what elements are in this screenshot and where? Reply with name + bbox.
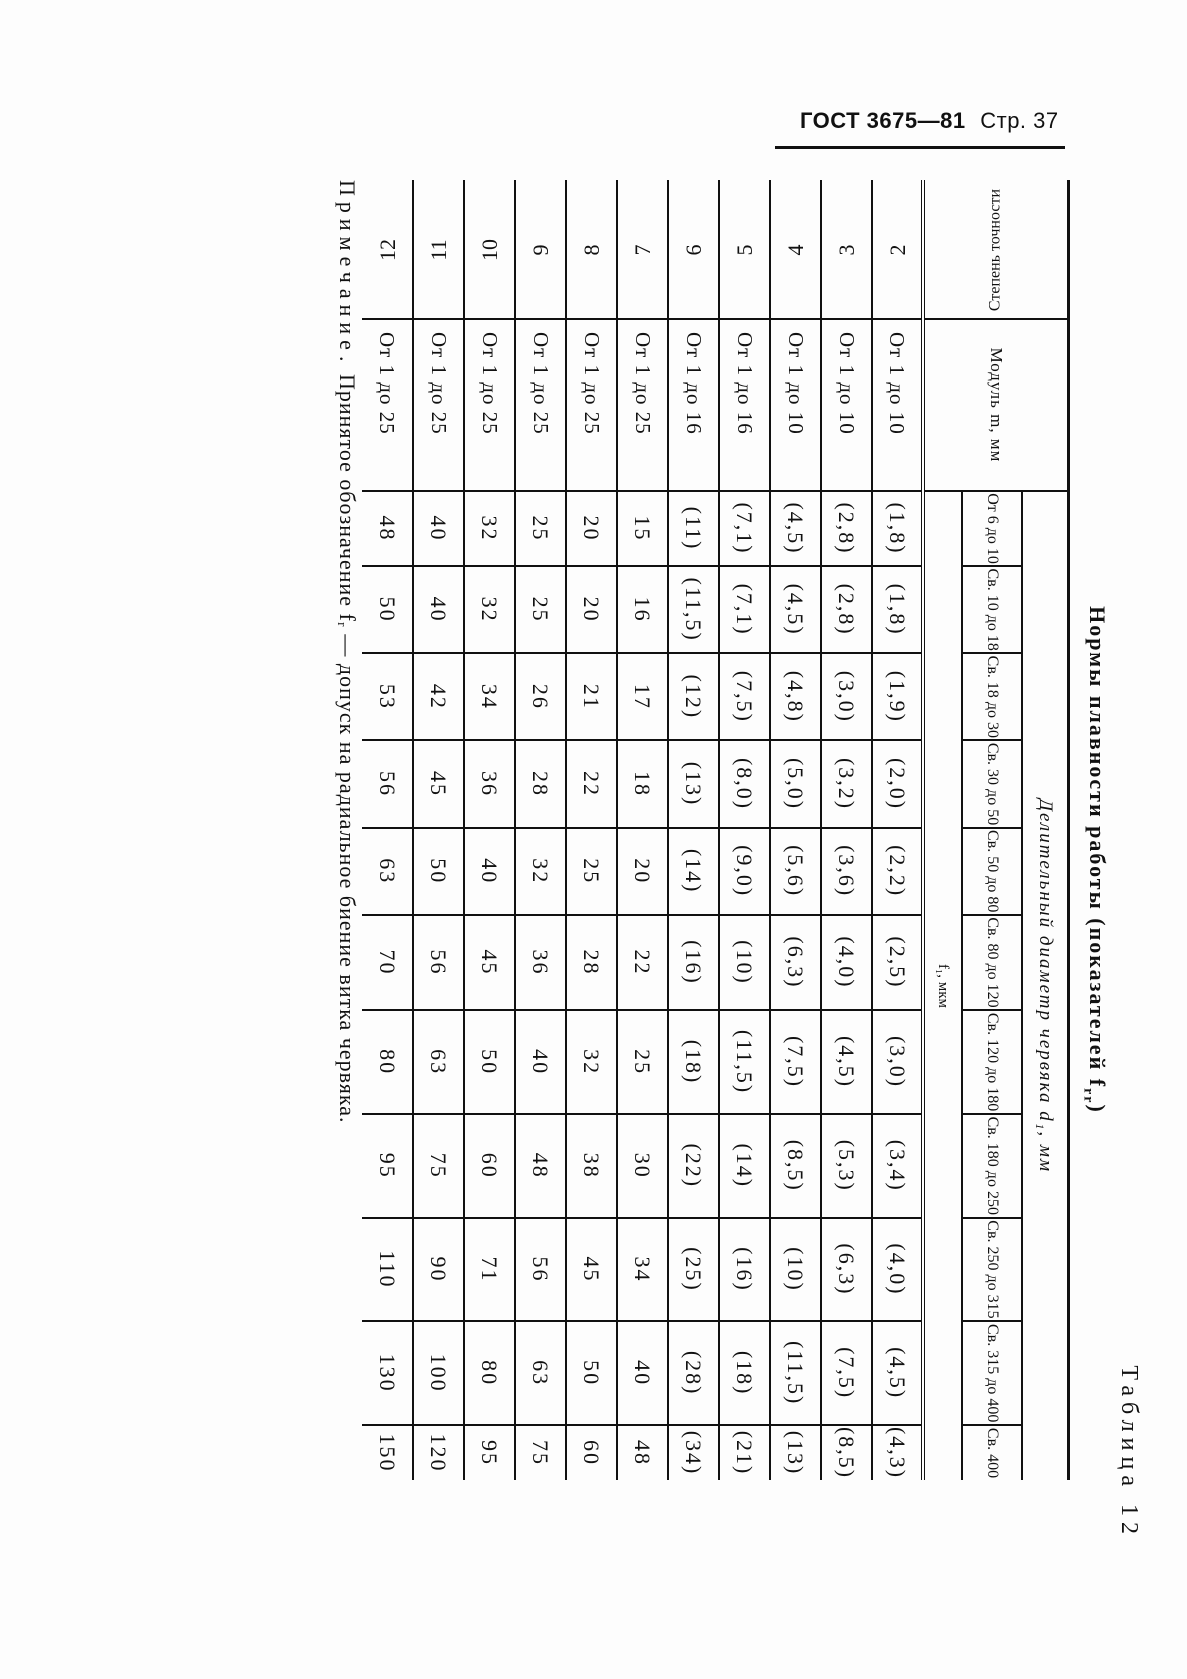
accuracy-degree: 10 (464, 180, 515, 319)
tolerance-value: 95 (362, 1114, 413, 1218)
tolerance-value: 45 (413, 740, 464, 827)
table-row (719, 180, 770, 1480)
tolerance-value: 32 (464, 566, 515, 653)
accuracy-degree: 2 (872, 180, 923, 319)
tolerance-value: (13) (668, 740, 719, 827)
module-range: От 1 до 16 (719, 319, 770, 491)
col-header-range: Св. 120 до 180 (962, 1010, 1022, 1114)
tolerance-value: 26 (515, 653, 566, 740)
tolerance-value: (1,8) (872, 566, 923, 653)
tolerance-value: (3,2) (821, 740, 872, 827)
tolerance-value: (9,0) (719, 828, 770, 915)
tolerance-value: (8,5) (821, 1425, 872, 1480)
tolerance-value: (6,3) (821, 1218, 872, 1322)
module-range: От 1 до 25 (515, 319, 566, 491)
tolerance-value: 38 (566, 1114, 617, 1218)
tolerance-value: (6,3) (770, 915, 821, 1010)
module-range: От 1 до 10 (821, 319, 872, 491)
accuracy-degree: 8 (566, 180, 617, 319)
table-row (566, 180, 617, 1480)
tolerance-value: (16) (668, 915, 719, 1010)
tolerance-value: (7,1) (719, 491, 770, 566)
tolerance-value: 40 (413, 566, 464, 653)
tolerance-value: 25 (566, 828, 617, 915)
tolerance-value: 110 (362, 1218, 413, 1322)
tolerance-table (362, 180, 1070, 1480)
tolerance-value: 71 (464, 1218, 515, 1322)
tolerance-value: 50 (464, 1010, 515, 1114)
tolerance-value: 70 (362, 915, 413, 1010)
tolerance-value: (18) (668, 1010, 719, 1114)
tolerance-value: 21 (566, 653, 617, 740)
tolerance-value: (18) (719, 1321, 770, 1425)
tolerance-value: 25 (515, 566, 566, 653)
tolerance-value: 20 (566, 566, 617, 653)
tolerance-value: (3,6) (821, 828, 872, 915)
note-label: Примечание. (335, 180, 360, 368)
col-group-diameter: Делительный диаметр червяка d₁, мм (1022, 491, 1069, 1480)
tolerance-value: 100 (413, 1321, 464, 1425)
accuracy-degree: 9 (515, 180, 566, 319)
tolerance-value: 45 (566, 1218, 617, 1322)
tolerance-value: 120 (413, 1425, 464, 1480)
tolerance-value: 32 (566, 1010, 617, 1114)
tolerance-value: 56 (413, 915, 464, 1010)
tolerance-value: 45 (464, 915, 515, 1010)
tolerance-value: 50 (413, 828, 464, 915)
tolerance-value: (5,0) (770, 740, 821, 827)
tolerance-value: 56 (515, 1218, 566, 1322)
note-text: Принятое обозначение fᵣ — допуск на радиальное биение витка червяка. (335, 373, 360, 1124)
table-note (334, 180, 360, 1124)
tolerance-value: (3,4) (872, 1114, 923, 1218)
tolerance-value: 15 (617, 491, 668, 566)
tolerance-value: (14) (668, 828, 719, 915)
tolerance-value: (1,8) (872, 491, 923, 566)
col-header-range: Св. 80 до 120 (962, 915, 1022, 1010)
tolerance-value: 150 (362, 1425, 413, 1480)
tolerance-value: 63 (362, 828, 413, 915)
table-row (668, 180, 719, 1480)
tolerance-value: 53 (362, 653, 413, 740)
tolerance-value: 40 (515, 1010, 566, 1114)
col-header-range: Св. 10 до 18 (962, 566, 1022, 653)
col-header-range: Св. 50 до 80 (962, 828, 1022, 915)
tolerance-value: (11,5) (770, 1321, 821, 1425)
table-row (515, 180, 566, 1480)
col-header-degree: Степень точности (986, 188, 1004, 312)
tolerance-value: (8,0) (719, 740, 770, 827)
tolerance-value: 80 (362, 1010, 413, 1114)
module-range: От 1 до 25 (362, 319, 413, 491)
tolerance-value: 50 (566, 1321, 617, 1425)
table-title: Нормы плавности работы (показателей $f_{rr}$) (1080, 606, 1110, 1114)
tolerance-value: 40 (413, 491, 464, 566)
accuracy-degree: 7 (617, 180, 668, 319)
table-label: Таблица 12 (1116, 1365, 1142, 1540)
tolerance-value: (21) (719, 1425, 770, 1480)
tolerance-value: (16) (719, 1218, 770, 1322)
tolerance-value: 90 (413, 1218, 464, 1322)
table-row (770, 180, 821, 1480)
tolerance-value: (4,0) (872, 1218, 923, 1322)
tolerance-value: (25) (668, 1218, 719, 1322)
accuracy-degree: 5 (719, 180, 770, 319)
table-row (821, 180, 872, 1480)
col-header-range: Св. 30 до 50 (962, 740, 1022, 827)
tolerance-value: (4,5) (770, 491, 821, 566)
tolerance-value: (2,5) (872, 915, 923, 1010)
col-header-range: Св. 250 до 315 (962, 1218, 1022, 1322)
unit-label: f₁, мкм (923, 491, 962, 1480)
tolerance-value: 80 (464, 1321, 515, 1425)
tolerance-value: (2,8) (821, 491, 872, 566)
page-number: Стр. 37 (980, 108, 1059, 133)
tolerance-value: (2,8) (821, 566, 872, 653)
module-range: От 1 до 25 (566, 319, 617, 491)
tolerance-value: 22 (566, 740, 617, 827)
tolerance-value: 36 (515, 915, 566, 1010)
tolerance-value: 25 (515, 491, 566, 566)
tolerance-value: 48 (515, 1114, 566, 1218)
tolerance-value: 30 (617, 1114, 668, 1218)
tolerance-value: 56 (362, 740, 413, 827)
tolerance-value: (13) (770, 1425, 821, 1480)
tolerance-value: 40 (617, 1321, 668, 1425)
tolerance-value: (7,5) (770, 1010, 821, 1114)
accuracy-degree: 12 (362, 180, 413, 319)
tolerance-value: 25 (617, 1010, 668, 1114)
table-row (617, 180, 668, 1480)
tolerance-value: (2,0) (872, 740, 923, 827)
accuracy-degree: 11 (413, 180, 464, 319)
tolerance-value: (4,5) (821, 1010, 872, 1114)
tolerance-value: 32 (464, 491, 515, 566)
tolerance-value: (7,5) (719, 653, 770, 740)
tolerance-value: (4,3) (872, 1425, 923, 1480)
standard-number: ГОСТ 3675—81 (800, 108, 966, 133)
tolerance-value: 34 (617, 1218, 668, 1322)
tolerance-value: 63 (515, 1321, 566, 1425)
tolerance-value: 40 (464, 828, 515, 915)
accuracy-degree: 6 (668, 180, 719, 319)
tolerance-value: 75 (515, 1425, 566, 1480)
col-header-range: Св. 180 до 250 (962, 1114, 1022, 1218)
table-row (413, 180, 464, 1480)
module-range: От 1 до 25 (464, 319, 515, 491)
tolerance-value: (3,0) (872, 1010, 923, 1114)
tolerance-value: 63 (413, 1010, 464, 1114)
col-header-range: Св. 400 (962, 1425, 1022, 1480)
col-header-module: Модуль m, мм (923, 319, 1069, 491)
tolerance-value: 22 (617, 915, 668, 1010)
tolerance-value: (7,1) (719, 566, 770, 653)
module-range: От 1 до 16 (668, 319, 719, 491)
col-header-range: Св. 18 до 30 (962, 653, 1022, 740)
table-row (362, 180, 413, 1480)
tolerance-value: (4,8) (770, 653, 821, 740)
tolerance-value: 20 (617, 828, 668, 915)
tolerance-value: 50 (362, 566, 413, 653)
tolerance-value: 20 (566, 491, 617, 566)
tolerance-value: (14) (719, 1114, 770, 1218)
tolerance-value: (28) (668, 1321, 719, 1425)
module-range: От 1 до 10 (872, 319, 923, 491)
tolerance-value: (11) (668, 491, 719, 566)
tolerance-value: (10) (719, 915, 770, 1010)
module-range: От 1 до 25 (617, 319, 668, 491)
tolerance-value: (11,5) (719, 1010, 770, 1114)
tolerance-value: (12) (668, 653, 719, 740)
tolerance-value: (11,5) (668, 566, 719, 653)
tolerance-value: 17 (617, 653, 668, 740)
tolerance-value: (8,5) (770, 1114, 821, 1218)
col-header-range: От 6 до 10 (962, 491, 1022, 566)
module-range: От 1 до 10 (770, 319, 821, 491)
tolerance-value: 95 (464, 1425, 515, 1480)
tolerance-value: (4,5) (872, 1321, 923, 1425)
tolerance-value: 48 (617, 1425, 668, 1480)
tolerance-value: 130 (362, 1321, 413, 1425)
tolerance-value: 60 (464, 1114, 515, 1218)
tolerance-value: (5,6) (770, 828, 821, 915)
rotated-table-region (140, 180, 1150, 1540)
tolerance-value: (2,2) (872, 828, 923, 915)
accuracy-degree: 4 (770, 180, 821, 319)
accuracy-degree: 3 (821, 180, 872, 319)
tolerance-value: 75 (413, 1114, 464, 1218)
tolerance-value: 32 (515, 828, 566, 915)
tolerance-value: (34) (668, 1425, 719, 1480)
tolerance-value: 42 (413, 653, 464, 740)
tolerance-value: (4,5) (770, 566, 821, 653)
tolerance-value: (7,5) (821, 1321, 872, 1425)
tolerance-value: (10) (770, 1218, 821, 1322)
module-range: От 1 до 25 (413, 319, 464, 491)
table-row (872, 180, 923, 1480)
tolerance-value: 28 (515, 740, 566, 827)
tolerance-value: (1,9) (872, 653, 923, 740)
tolerance-value: 36 (464, 740, 515, 827)
header-divider (775, 146, 1065, 149)
tolerance-value: 16 (617, 566, 668, 653)
tolerance-value: 34 (464, 653, 515, 740)
tolerance-value: 18 (617, 740, 668, 827)
col-header-range: Св. 315 до 400 (962, 1321, 1022, 1425)
tolerance-value: 48 (362, 491, 413, 566)
page-header (800, 108, 1059, 134)
tolerance-value: (4,0) (821, 915, 872, 1010)
tolerance-value: (22) (668, 1114, 719, 1218)
tolerance-value: 60 (566, 1425, 617, 1480)
tolerance-value: (3,0) (821, 653, 872, 740)
tolerance-value: 28 (566, 915, 617, 1010)
table-row (464, 180, 515, 1480)
tolerance-value: (5,3) (821, 1114, 872, 1218)
